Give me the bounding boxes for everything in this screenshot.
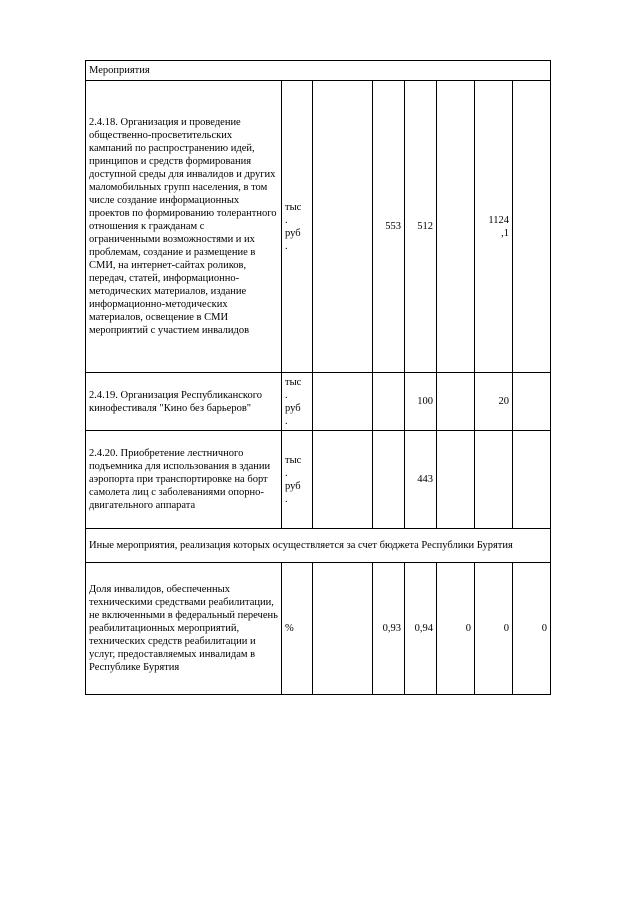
value-cell: 0 — [513, 563, 551, 695]
value-cell: 443 — [405, 431, 437, 529]
value-cell — [437, 81, 475, 373]
measures-table — [85, 60, 551, 695]
value-cell: 100 — [405, 373, 437, 431]
value-cell: 20 — [475, 373, 513, 431]
value-cell — [513, 373, 551, 431]
table-row — [86, 81, 551, 373]
value-cell: 512 — [405, 81, 437, 373]
value-cell: 1124 ,1 — [475, 81, 513, 373]
measure-name: 2.4.18. Организация и проведение общественно-просветительских кампаний по распространению идей, принципов и средств формирования доступной среды для инвалидов и других маломобильных групп населения, в том числе создание информационных проектов по формированию толерантного отношения к гражданам с ограниченными возможностями и их проблемам, создание и размещение в СМИ, на интернет-сайтах роликов, передач, статей, информационно-методических материалов, издание информационно-методических материалов, освещение в СМИ мероприятий с участием инвалидов — [86, 81, 282, 373]
other-measures-header-row — [86, 529, 551, 563]
unit-cell: тыс . руб . — [282, 373, 313, 431]
value-cell: 0 — [437, 563, 475, 695]
value-cell: 0,93 — [373, 563, 405, 695]
value-cell — [313, 373, 373, 431]
value-cell — [513, 81, 551, 373]
measure-name: 2.4.20. Приобретение лестничного подъемника для использования в здании аэропорта при транспортировке на борт самолета лиц с заболеваниями опорно-двигательного аппарата — [86, 431, 282, 529]
section-header-row — [86, 61, 551, 81]
value-cell: 553 — [373, 81, 405, 373]
table-row — [86, 431, 551, 529]
other-measures-header: Иные мероприятия, реализация которых осуществляется за счет бюджета Республики Бурятия — [86, 529, 551, 563]
value-cell — [513, 431, 551, 529]
unit-cell: тыс . руб . — [282, 431, 313, 529]
value-cell — [373, 373, 405, 431]
indicator-name: Доля инвалидов, обеспеченных техническими средствами реабилитации, не включенными в федеральный перечень реабилитационных мероприятий, технических средств реабилитации и услуг, предоставляемых инвалидам в Республике Бурятия — [86, 563, 282, 695]
value-cell: 0 — [475, 563, 513, 695]
value-cell — [313, 81, 373, 373]
unit-cell: тыс . руб . — [282, 81, 313, 373]
value-cell — [313, 563, 373, 695]
section-header: Мероприятия — [86, 61, 551, 81]
indicator-row — [86, 563, 551, 695]
unit-cell: % — [282, 563, 313, 695]
value-cell — [373, 431, 405, 529]
value-cell — [437, 431, 475, 529]
value-cell — [475, 431, 513, 529]
value-cell — [437, 373, 475, 431]
measure-name: 2.4.19. Организация Республиканского кинофестиваля "Кино без барьеров" — [86, 373, 282, 431]
table-row — [86, 373, 551, 431]
value-cell — [313, 431, 373, 529]
value-cell: 0,94 — [405, 563, 437, 695]
